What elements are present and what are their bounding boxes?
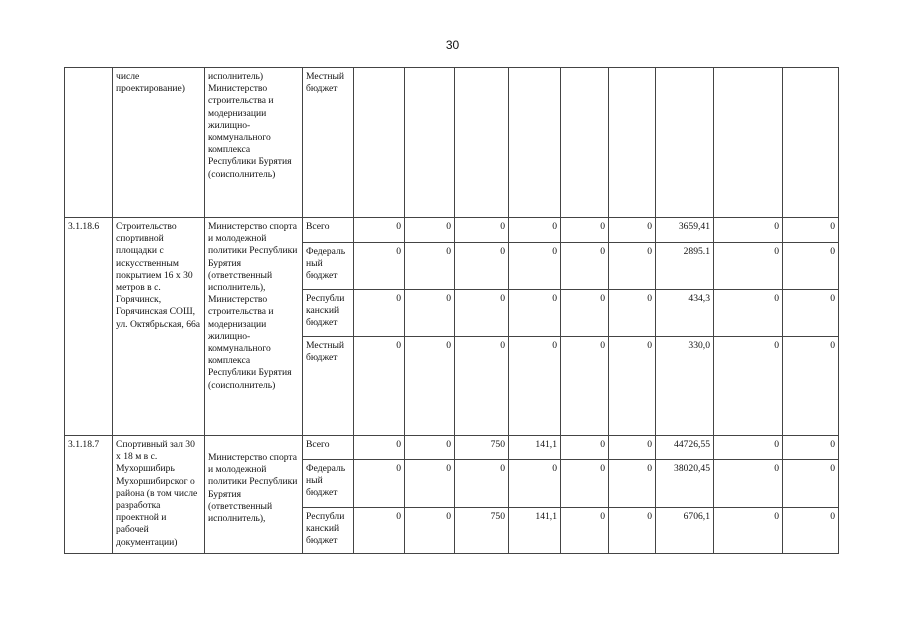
executor-cell: исполнитель) Министерство строительства и модернизации жилищно-коммунального комплекса Республики Бурятия (соисполнитель) <box>205 68 303 218</box>
value-cell: 750 <box>455 436 509 460</box>
value-cell: 6706,1 <box>656 508 714 554</box>
name-cell: числе проектирование) <box>113 68 205 218</box>
value-cell: 0 <box>714 290 783 337</box>
value-cell: 0 <box>714 218 783 243</box>
value-cell: 0 <box>405 460 455 508</box>
value-cell: 0 <box>714 243 783 290</box>
code-cell: 3.1.18.7 <box>65 436 113 554</box>
value-cell: 0 <box>561 460 609 508</box>
value-cell: 0 <box>405 508 455 554</box>
source-cell: Федераль ный бюджет <box>303 243 354 290</box>
value-cell: 0 <box>455 337 509 436</box>
value-cell: 0 <box>609 243 656 290</box>
value-cell: 0 <box>354 218 405 243</box>
value-cell: 0 <box>561 290 609 337</box>
code-cell: 3.1.18.6 <box>65 218 113 436</box>
value-cell: 0 <box>455 243 509 290</box>
name-cell: Строительство спортивной площадки с искусственным покрытием 16 х 30 метров в с. Горячинск, Горячинская СОШ, ул. Октябрьская, 66а <box>113 218 205 436</box>
table-row <box>65 436 839 460</box>
value-cell: 141,1 <box>509 508 561 554</box>
value-cell: 330,0 <box>656 337 714 436</box>
value-cell: 0 <box>561 337 609 436</box>
executor-cell: Министерство спорта и молодежной политики Республики Бурятия (ответственный исполнитель), Министерство строительства и модернизации жилищно-коммунального комплекса Республики Бурятия (соисполнитель) <box>205 218 303 436</box>
value-cell: 0 <box>455 460 509 508</box>
value-cell: 0 <box>354 337 405 436</box>
value-cell: 0 <box>509 243 561 290</box>
table-row <box>65 218 839 243</box>
source-cell: Республи канский бюджет <box>303 508 354 554</box>
value-cell: 0 <box>561 436 609 460</box>
source-cell: Республи канский бюджет <box>303 290 354 337</box>
value-cell: 0 <box>455 290 509 337</box>
value-cell: 0 <box>609 290 656 337</box>
value-cell: 38020,45 <box>656 460 714 508</box>
value-cell: 0 <box>509 337 561 436</box>
value-cell: 750 <box>455 508 509 554</box>
value-cell: 0 <box>405 290 455 337</box>
value-cell: 0 <box>783 337 839 436</box>
value-cell: 0 <box>609 337 656 436</box>
value-cell: 0 <box>354 436 405 460</box>
value-cell: 0 <box>354 508 405 554</box>
source-cell: Федераль ный бюджет <box>303 460 354 508</box>
executor-cell: Министерство спорта и молодежной политики Республики Бурятия (ответственный исполнитель), <box>205 436 303 554</box>
value-cell: 0 <box>455 218 509 243</box>
value-cell: 0 <box>609 218 656 243</box>
table-row <box>65 68 839 218</box>
page-number: 30 <box>445 38 460 52</box>
value-cell: 0 <box>714 460 783 508</box>
source-cell: Всего <box>303 436 354 460</box>
value-cell: 0 <box>783 243 839 290</box>
value-cell: 0 <box>354 460 405 508</box>
value-cell: 0 <box>561 508 609 554</box>
source-cell: Местный бюджет <box>303 337 354 436</box>
value-cell: 0 <box>609 460 656 508</box>
code-cell <box>65 68 113 218</box>
name-cell: Спортивный зал 30 х 18 м в с. Мухоршибирь Мухоршибирског о района (в том числе разработка проектной и рабочей документации) <box>113 436 205 554</box>
value-cell: 0 <box>354 290 405 337</box>
value-cell: 0 <box>405 337 455 436</box>
value-cell: 0 <box>609 508 656 554</box>
value-cell: 0 <box>509 460 561 508</box>
source-cell: Всего <box>303 218 354 243</box>
value-cell: 0 <box>561 243 609 290</box>
value-cell: 0 <box>783 460 839 508</box>
value-cell: 0 <box>714 337 783 436</box>
value-cell: 3659,41 <box>656 218 714 243</box>
value-cell: 44726,55 <box>656 436 714 460</box>
value-cell: 141,1 <box>509 436 561 460</box>
value-cell: 0 <box>405 436 455 460</box>
value-cell: 0 <box>783 218 839 243</box>
value-cell: 0 <box>783 508 839 554</box>
value-cell: 0 <box>509 290 561 337</box>
value-cell: 0 <box>783 290 839 337</box>
value-cell: 0 <box>354 243 405 290</box>
value-cell: 0 <box>405 218 455 243</box>
value-cell: 0 <box>609 436 656 460</box>
value-cell: 434,3 <box>656 290 714 337</box>
value-cell: 0 <box>783 436 839 460</box>
value-cell: 2895.1 <box>656 243 714 290</box>
value-cell: 0 <box>714 436 783 460</box>
budget-table <box>64 67 839 554</box>
value-cell: 0 <box>405 243 455 290</box>
source-cell: Местный бюджет <box>303 68 354 218</box>
value-cell: 0 <box>561 218 609 243</box>
value-cell: 0 <box>509 218 561 243</box>
value-cell: 0 <box>714 508 783 554</box>
